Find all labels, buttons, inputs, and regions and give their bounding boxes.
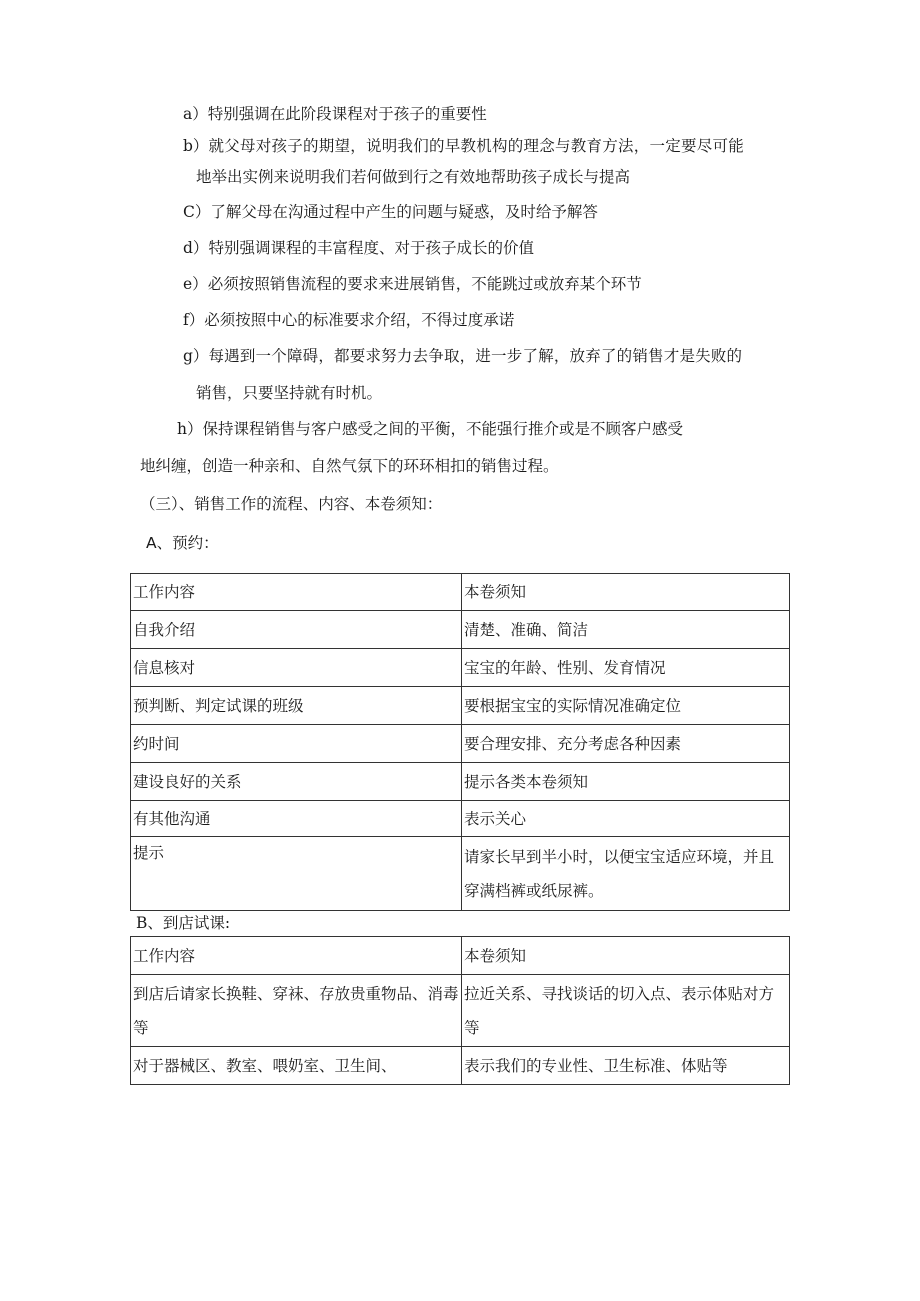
list-text: 必须按照销售流程的要求来进展销售，不能跳过或放弃某个环节 <box>207 275 642 293</box>
trial-class-table <box>130 936 790 1085</box>
list-marker: h） <box>177 420 203 438</box>
list-item-f <box>183 310 514 330</box>
list-text: 特别强调在此阶段课程对于孩子的重要性 <box>207 105 487 123</box>
table-cell: 预判断、判定试课的班级 <box>131 687 462 725</box>
table-cell: 对于器械区、教室、喂奶室、卫生间、 <box>131 1047 462 1085</box>
list-text: 每遇到一个障碍，都要求努力去争取，进一步了解，放弃了的销售才是失败的 <box>208 347 743 365</box>
table-cell: 表示关心 <box>462 801 790 837</box>
header-cell: 本卷须知 <box>462 574 790 611</box>
table-cell: 信息核对 <box>131 649 462 687</box>
table-cell: 要根据宝宝的实际情况准确定位 <box>462 687 790 725</box>
table-cell: 提示各类本卷须知 <box>462 763 790 801</box>
list-marker: a） <box>183 105 208 123</box>
table-row <box>131 687 790 725</box>
table-cell: 表示我们的专业性、卫生标准、体贴等 <box>462 1047 790 1085</box>
table-row <box>131 725 790 763</box>
list-text: 特别强调课程的丰富程度、对于孩子成长的价值 <box>208 239 534 257</box>
table-row <box>131 611 790 649</box>
list-item-g-continuation: 销售，只要坚持就有时机。 <box>196 384 383 402</box>
list-item-b <box>183 136 744 156</box>
table-cell: 要合理安排、充分考虑各种因素 <box>462 725 790 763</box>
list-item-g <box>183 346 742 366</box>
table-row <box>131 975 790 1047</box>
list-item-h-continuation: 地纠缠，创造一种亲和、自然气氛下的环环相扣的销售过程。 <box>140 457 559 475</box>
list-marker: C） <box>183 203 211 221</box>
header-cell: 工作内容 <box>131 937 462 975</box>
list-item-b-continuation: 地举出实例来说明我们若何做到行之有效地帮助孩子成长与提高 <box>196 168 631 186</box>
table-row <box>131 837 790 911</box>
header-cell: 工作内容 <box>131 574 462 611</box>
table-row <box>131 763 790 801</box>
section-heading: （三）、销售工作的流程、内容、本卷须知： <box>140 495 443 513</box>
list-text: 就父母对孩子的期望，说明我们的早教机构的理念与教育方法，一定要尽可能 <box>208 137 744 155</box>
section-b-title: B、到店试课: <box>136 914 231 932</box>
table-cell: 请家长早到半小时，以便宝宝适应环境，并且穿满档裤或纸尿裤。 <box>462 837 790 911</box>
list-text: 必须按照中心的标准要求介绍，不得过度承诺 <box>204 311 515 329</box>
table-cell: 建设良好的关系 <box>131 763 462 801</box>
list-marker: b） <box>183 137 209 155</box>
list-marker: g） <box>183 347 209 365</box>
table-header-row <box>131 574 790 611</box>
list-item-a <box>183 104 487 124</box>
table-cell: 提示 <box>131 837 462 911</box>
section-a-title: A、预约： <box>146 534 219 552</box>
table-row <box>131 801 790 837</box>
header-cell: 本卷须知 <box>462 937 790 975</box>
table-cell: 到店后请家长换鞋、穿袜、存放贵重物品、消毒等 <box>131 975 462 1047</box>
table-cell: 约时间 <box>131 725 462 763</box>
list-item-d <box>183 238 534 258</box>
reservation-table <box>130 573 790 911</box>
list-marker: d） <box>183 239 209 257</box>
table-header-row <box>131 937 790 975</box>
list-marker: f） <box>183 311 205 329</box>
table-cell: 清楚、准确、简洁 <box>462 611 790 649</box>
table-row <box>131 1047 790 1085</box>
list-text: 了解父母在沟通过程中产生的问题与疑惑，及时给予解答 <box>210 203 598 221</box>
table-cell: 拉近关系、寻找谈话的切入点、表示体贴对方等 <box>462 975 790 1047</box>
list-item-e <box>183 274 642 294</box>
list-item-c <box>183 202 598 222</box>
table-cell: 自我介绍 <box>131 611 462 649</box>
table-cell: 宝宝的年龄、性别、发育情况 <box>462 649 790 687</box>
list-item-h <box>177 419 683 439</box>
table-row <box>131 649 790 687</box>
list-marker: e） <box>183 275 208 293</box>
list-text: 保持课程销售与客户感受之间的平衡，不能强行推介或是不顾客户感受 <box>202 420 683 438</box>
table-cell: 有其他沟通 <box>131 801 462 837</box>
